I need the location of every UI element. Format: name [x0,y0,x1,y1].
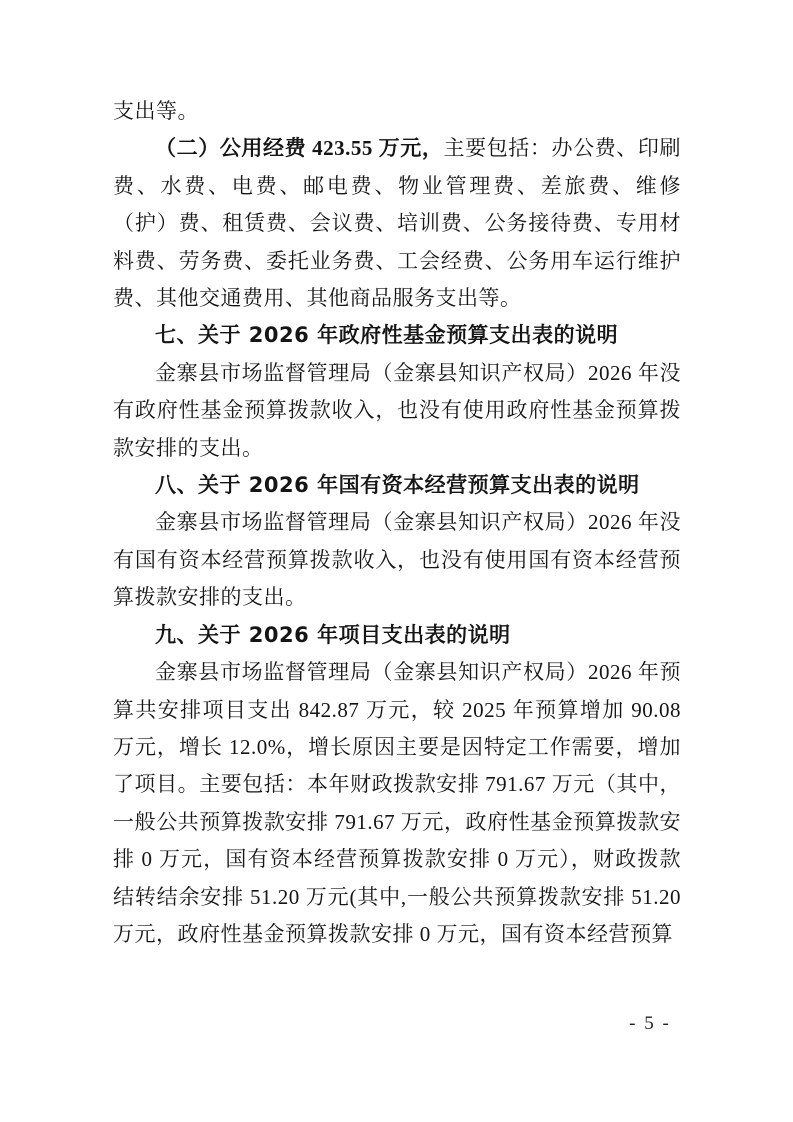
paragraph-public-expense-bold-lead: （二）公用经费 423.55 万元， [155,136,444,161]
page-number: - 5 - [629,1013,671,1034]
heading-section-8: 八、关于 2026 年国有资本经营预算支出表的说明 [155,473,640,498]
paragraph-public-expense-rest: 主要包括：办公费、印刷费、水费、电费、邮电费、物业管理费、差旅费、维修（护）费、租赁费、会议费、培训费、公务接待费、专用材料费、劳务费、委托业务费、工会经费、公务用车运行维护费、其他交通费用、其他商品服务支出等。 [113,136,682,311]
heading-section-7: 七、关于 2026 年政府性基金预算支出表的说明 [155,323,619,348]
paragraph-section-7: 金寨县市场监督管理局（金寨县知识产权局）2026 年没有政府性基金预算拨款收入，也没有使用政府性基金预算拨款安排的支出。 [113,360,681,460]
paragraph-section-9: 金寨县市场监督管理局（金寨县知识产权局）2026 年预算共安排项目支出 842.87 万元，较 2025 年预算增加 90.08 万元，增长 12.0%，增长原因主要是因特定工作需要，增加了项目。主要包括：本年财政拨款安排 791.67 万元（其中，一般公共预算拨款安排 791.67 万元，政府性基金预算拨款安排 0 万元，国有资本经营预算拨款安排 0 万元），财政拨款结转结余安排 51.20 万元(其中,一般公共预算拨款安排 51.20 万元，政府性基金预算拨款安排 0 万元，国有资本经营预算 [113,660,681,946]
paragraph-public-expense [113,130,681,317]
document-body [113,93,681,953]
heading-section-9: 九、关于 2026 年项目支出表的说明 [155,622,511,647]
paragraph-continuation: 支出等。 [113,99,199,123]
paragraph-section-8: 金寨县市场监督管理局（金寨县知识产权局）2026 年没有国有资本经营预算拨款收入，也没有使用国有资本经营预算拨款安排的支出。 [113,510,681,610]
